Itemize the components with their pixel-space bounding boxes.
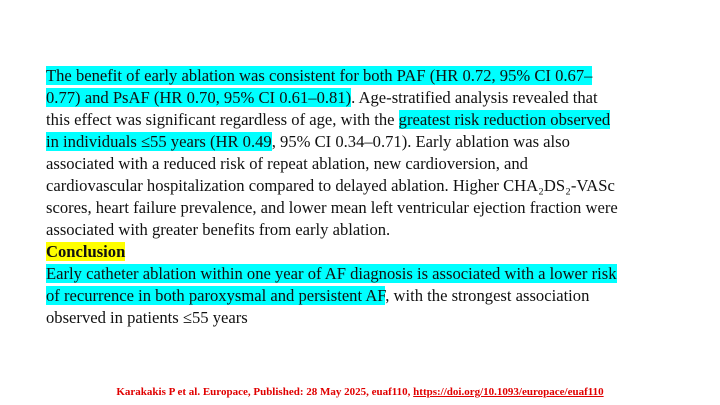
doi-link[interactable]: https://doi.org/10.1093/europace/euaf110 xyxy=(413,386,604,398)
results-paragraph xyxy=(46,65,676,329)
conclusion-line-1 xyxy=(46,263,676,285)
results-line-3 xyxy=(46,109,676,131)
highlighted-text: The benefit of early ablation was consistent for both PAF (HR 0.72, 95% CI 0.67– xyxy=(46,66,593,85)
body-text: observed in patients ≤55 years xyxy=(46,308,248,327)
body-text: . Age-stratified analysis revealed that xyxy=(351,88,598,107)
conclusion-line-2 xyxy=(46,285,676,307)
body-text: , 95% CI 0.34–0.71). Early ablation was also xyxy=(271,132,570,151)
conclusion-line-3 xyxy=(46,307,676,329)
results-line-6 xyxy=(46,175,676,197)
highlighted-text: in individuals ≤55 years (HR 0.49 xyxy=(46,132,272,151)
conclusion-heading: Conclusion xyxy=(46,242,126,261)
highlighted-text: greatest risk reduction observed xyxy=(398,110,611,129)
results-line-4 xyxy=(46,131,676,153)
results-line-2 xyxy=(46,87,676,109)
body-text: associated with a reduced risk of repeat ablation, new cardioversion, and xyxy=(46,154,528,173)
results-line-1 xyxy=(46,65,676,87)
results-line-7 xyxy=(46,197,676,219)
highlighted-text: of recurrence in both paroxysmal and persistent AF xyxy=(46,286,386,305)
body-text: this effect was significant regardless of age, with the xyxy=(46,110,399,129)
citation-footer xyxy=(0,386,720,398)
citation-text: Karakakis P et al. Europace, Published: 28 May 2025, euaf110, xyxy=(116,386,414,398)
body-text: associated with greater benefits from early ablation. xyxy=(46,220,391,239)
body-text: scores, heart failure prevalence, and lower mean left ventricular ejection fraction were xyxy=(46,198,618,217)
results-line-8 xyxy=(46,219,676,241)
results-line-5 xyxy=(46,153,676,175)
conclusion-heading-line xyxy=(46,241,676,263)
highlighted-text: Early catheter ablation within one year of AF diagnosis is associated with a lower risk xyxy=(46,264,617,283)
highlighted-text: 0.77) and PsAF (HR 0.70, 95% CI 0.61–0.81) xyxy=(46,88,352,107)
body-text: , with the strongest association xyxy=(385,286,590,305)
body-text: cardiovascular hospitalization compared to delayed ablation. Higher CHA₂DS₂-VASc xyxy=(46,176,615,195)
